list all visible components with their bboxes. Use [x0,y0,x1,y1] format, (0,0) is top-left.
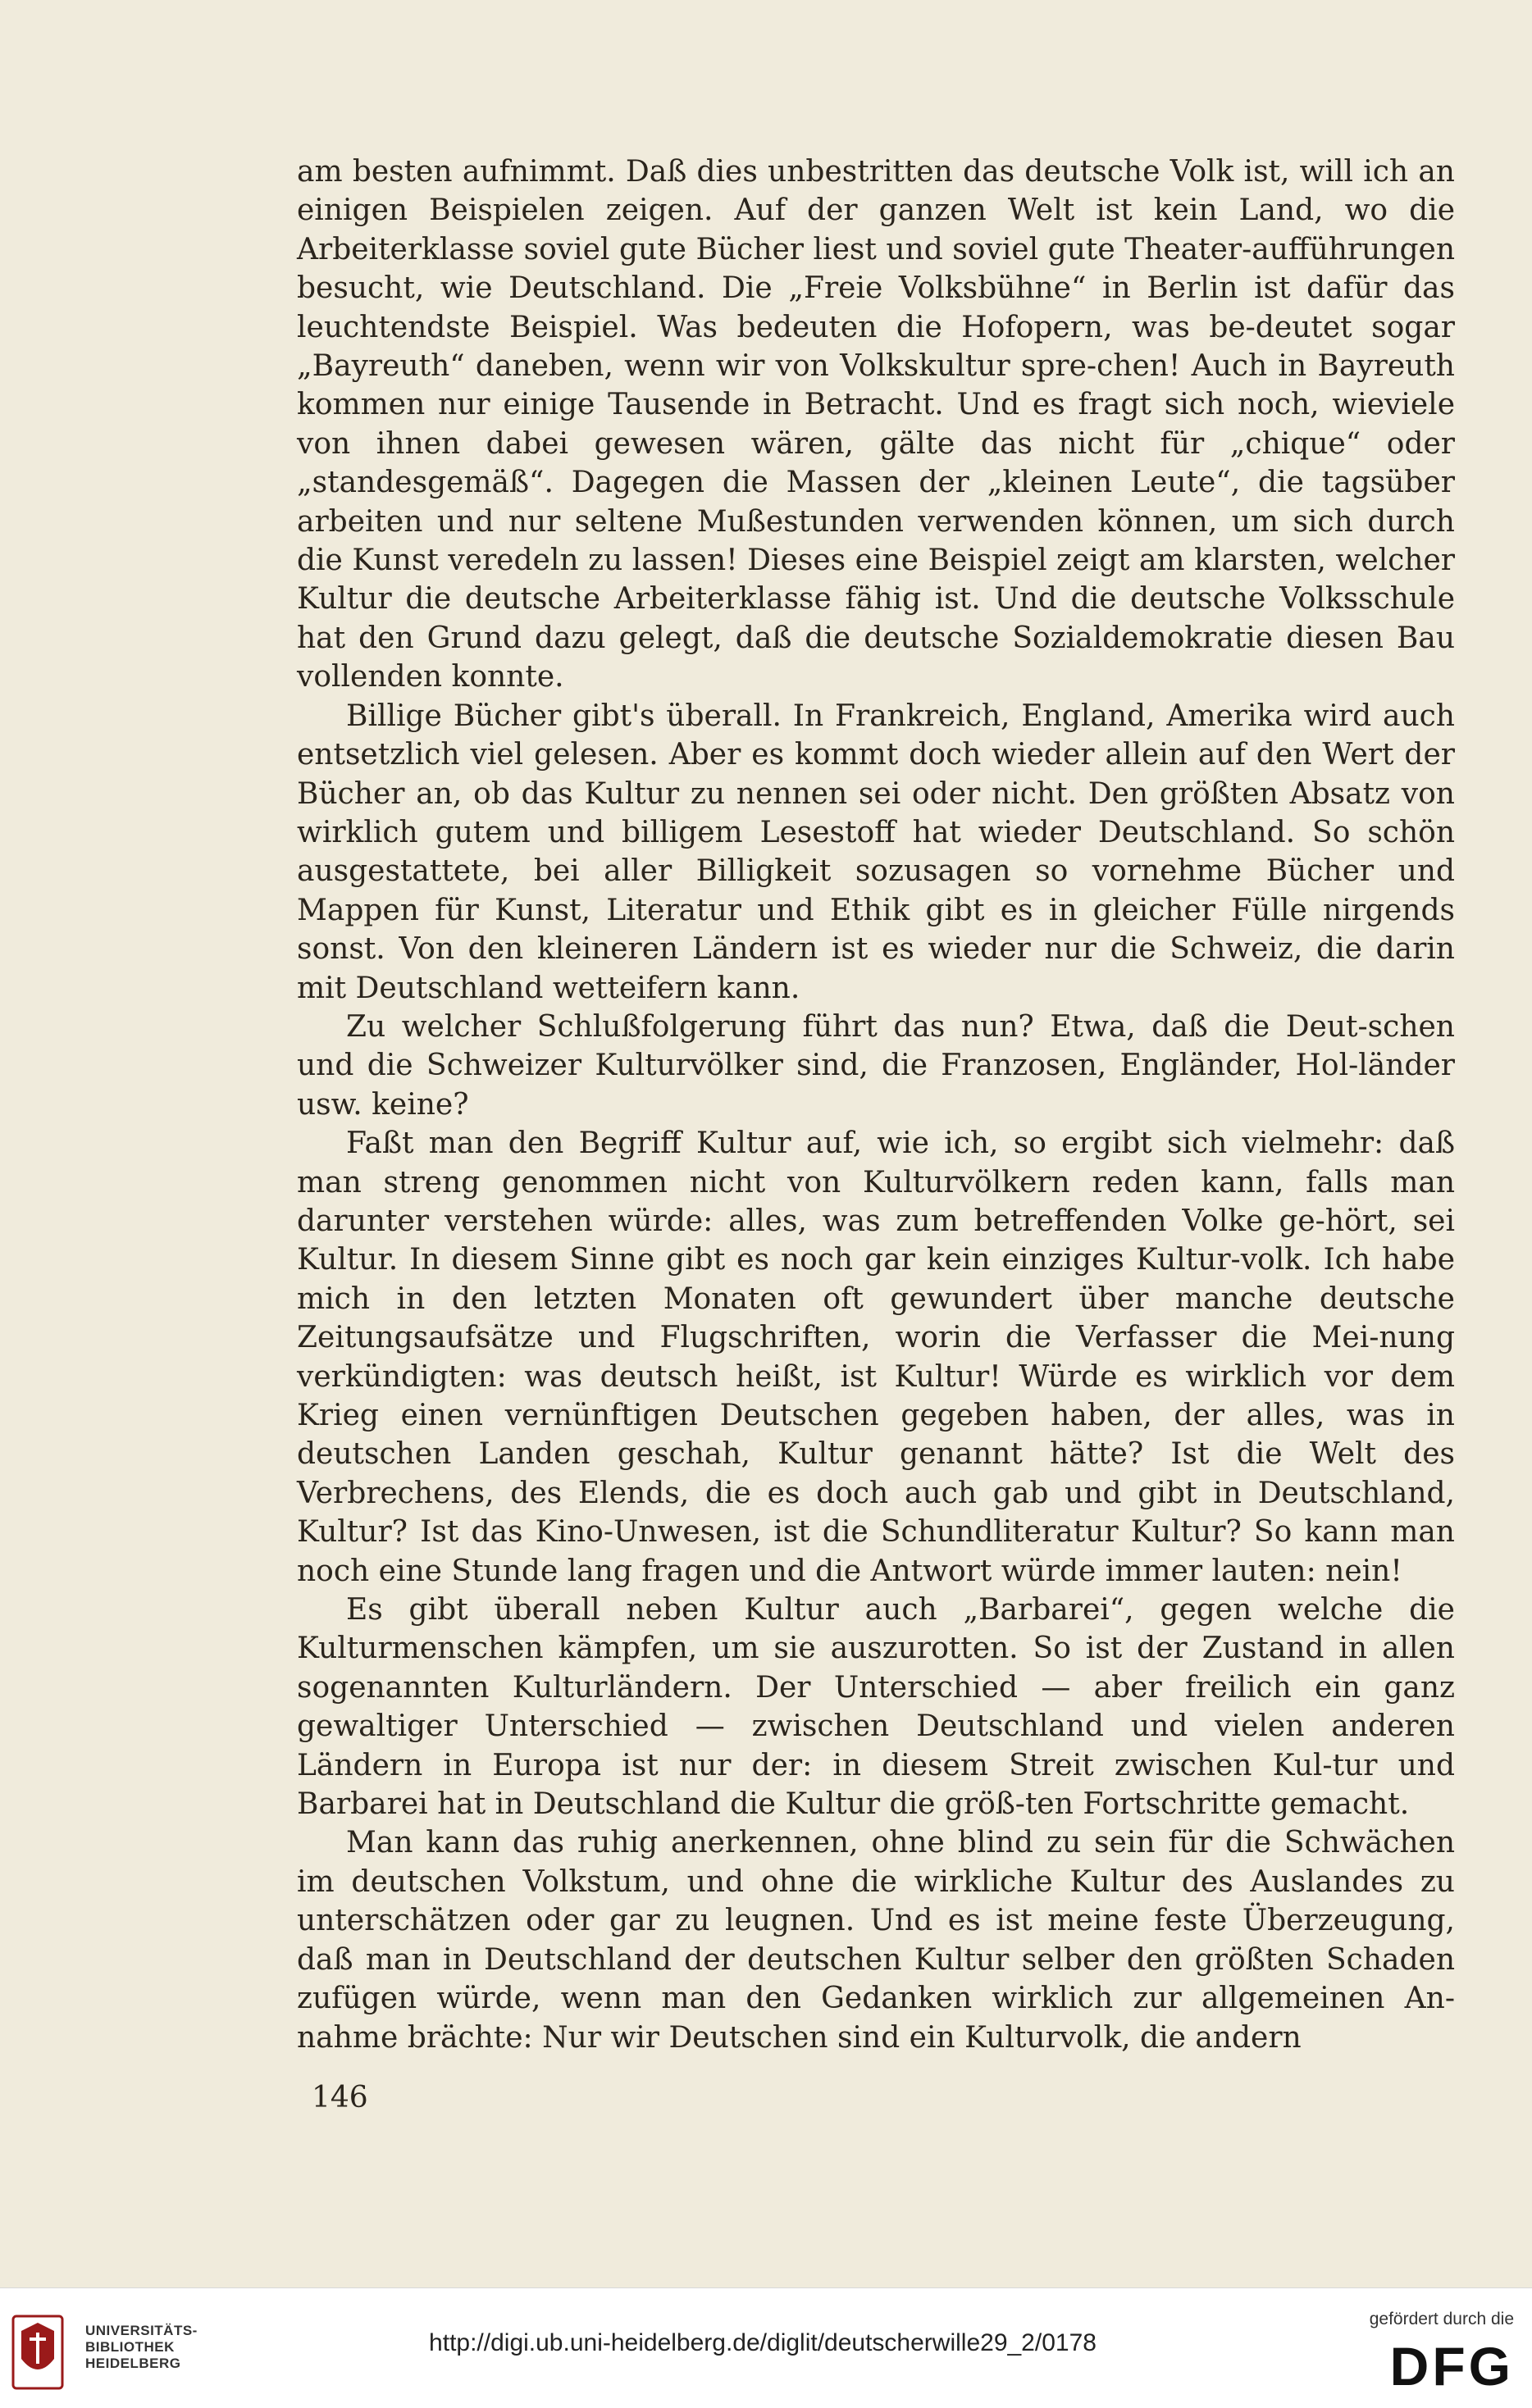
permalink-url[interactable]: http://digi.ub.uni-heidelberg.de/diglit/deutscherwille29_2/0178 [429,2329,1097,2356]
footer-bar [0,2287,1532,2408]
paragraph-4: Faßt man den Begriff Kultur auf, wie ich, so ergibt sich vielmehr: daß man streng genommen nicht von Kulturvölkern reden kann, falls man darunter verstehen würde: alles, was zum betreffenden Volke ge-hört, sei Kultur. In diesem Sinne gibt es noch gar kein einziges Kultur-volk. Ich habe mich in den letzten Monaten oft gewundert über manche deutsche Zeitungsaufsätze und Flugschriften, worin die Verfasser die Mei-nung verkündigten: was deutsch heißt, ist Kultur! Würde es wirklich vor dem Krieg einen vernünftigen Deutschen gegeben haben, der alles, was in deutschen Landen geschah, Kultur genannt hätte? Ist die Welt des Verbrechens, des Elends, die es doch auch gab und gibt in Deutschland, Kultur? Ist das Kino-Unwesen, ist die Schundliteratur Kultur? So kann man noch eine Stunde lang fragen und die Antwort würde immer lauten: nein! [297,1127,1455,1588]
funded-by-label: gefördert durch die [1369,2310,1514,2328]
paragraph-3: Zu welcher Schlußfolgerung führt das nun? Etwa, daß die Deut-schen und die Schweizer Kulturvölker sind, die Franzosen, Engländer, Hol-länder usw. keine? [297,1009,1455,1122]
paragraph-6: Man kann das ruhig anerkennen, ohne blind zu sein für die Schwächen im deutschen Volkstum, und ohne die wirkliche Kultur des Auslandes zu unterschätzen oder gar zu leugnen. Und es ist meine feste Überzeugung, daß man in Deutschland der deutschen Kultur selber den größten Schaden zufügen würde, wenn man den Gedanken wirklich zur allgemeinen An-nahme brächte: Nur wir Deutschen sind ein Kulturvolk, die andern [297,1826,1455,2055]
dfg-logo: DFG [1389,2336,1514,2397]
paragraph-5: Es gibt überall neben Kultur auch „Barbarei“, gegen welche die Kulturmenschen kämpfen, um sie auszurotten. So ist der Zustand in allen sogenannten Kulturländern. Der Unterschied — aber freilich ein ganz gewaltiger Unterschied — zwischen Deutschland und vielen anderen Ländern in Europa ist nur der: in diesem Streit zwischen Kul-tur und Barbarei hat in Deutschland die Kultur die größ-ten Fortschritte gemacht. [297,1593,1455,1822]
page-number: 146 [312,2081,368,2114]
paragraph-1: am besten aufnimmt. Daß dies unbestritten das deutsche Volk ist, will ich an einigen Beispielen zeigen. Auf der ganzen Welt ist kein Land, wo die Arbeiterklasse soviel gute Bücher liest und soviel gute Theater-aufführungen besucht, wie Deutschland. Die „Freie Volksbühne“ in Berlin ist dafür das leuchtendste Beispiel. Was bedeuten die Hofopern, was be-deutet sogar „Bayreuth“ daneben, wenn wir von Volkskultur spre-chen! Auch in Bayreuth kommen nur einige Tausende in Betracht. Und es fragt sich noch, wieviele von ihnen dabei gewesen wären, gälte das nicht für „chique“ oder „standesgemäß“. Dagegen die Massen der „kleinen Leute“, die tagsüber arbeiten und nur seltene Mußestunden verwenden können, um sich durch die Kunst veredeln zu lassen! Dieses eine Beispiel zeigt am klarsten, welcher Kultur die deutsche Arbeiterklasse fähig ist. Und die deutsche Volksschule hat den Grund dazu gelegt, daß die deutsche Sozialdemokratie diesen Bau vollenden konnte. [297,155,1455,694]
paragraph-2: Billige Bücher gibt's überall. In Frankreich, England, Amerika wird auch entsetzlich viel gelesen. Aber es kommt doch wieder allein auf den Wert der Bücher an, ob das Kultur zu nennen sei oder nicht. Den größten Absatz von wirklich gutem und billigem Lesestoff hat wieder Deutschland. So schön ausgestattete, bei aller Billigkeit sozusagen so vornehme Bücher und Mappen für Kunst, Literatur und Ethik gibt es in gleicher Fülle nirgends sonst. Von den kleineren Ländern ist es wieder nur die Schweiz, die darin mit Deutschland wetteifern kann. [297,699,1455,1005]
body-text [297,152,1455,2057]
university-seal-icon [11,2315,64,2390]
institution-name: UNIVERSITÄTS- BIBLIOTHEK HEIDELBERG [85,2323,198,2371]
